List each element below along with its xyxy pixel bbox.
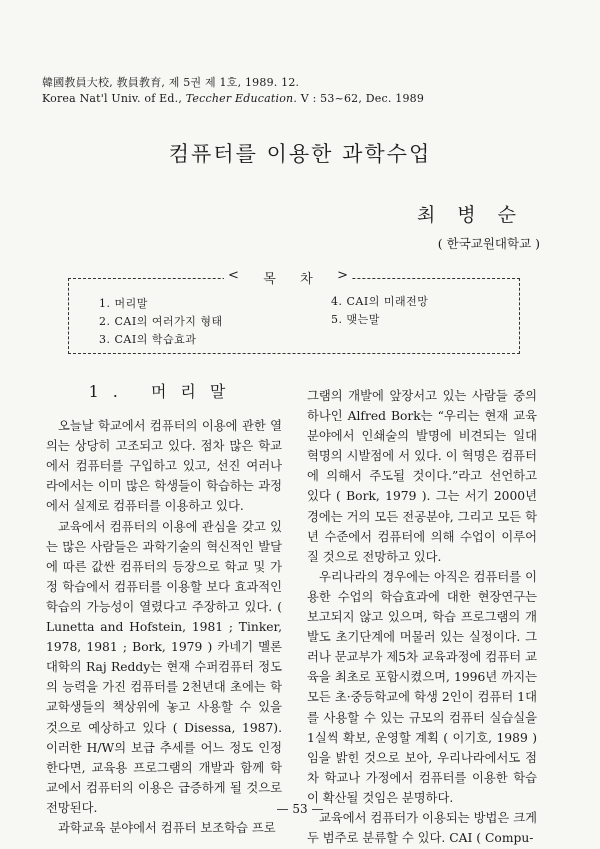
journal-citation-korean: 韓國教員大校, 教員教育, 제 5권 제 1호, 1989. 12. <box>42 76 300 89</box>
author-affiliation: ( 한국교원대학교 ) <box>437 236 540 251</box>
body-paragraph: 과학교육 분야에서 컴퓨터 보조학습 프로 <box>58 820 276 835</box>
body-paragraph: 오늘날 학교에서 컴퓨터의 이용에 관한 열의는 상당히 고조되고 있다. 점차 많은 학교에서 컴퓨터를 구입하고 있고, 선진 여러나라에서는 이미 많은 학생들이 학습하는 과정에서 실제로 컴퓨터를 이용하고 있다. <box>46 419 282 514</box>
citation-prefix: Korea Nat'l Univ. of Ed., <box>42 92 186 105</box>
table-of-contents <box>68 268 520 354</box>
right-column <box>307 386 537 848</box>
toc-item-3: 3. CAI의 학습효과 <box>99 333 197 346</box>
toc-item-1: 1. 머리말 <box>99 297 148 310</box>
left-column <box>46 380 282 838</box>
toc-heading-word-2: 차 <box>300 272 333 287</box>
paper-title: 컴퓨터를 이용한 과학수업 <box>168 142 432 166</box>
page-number: — 53 — <box>276 802 324 816</box>
author-name: 최병순 <box>416 204 538 226</box>
body-paragraph: 교육에서 컴퓨터의 이용에 관심을 갖고 있는 많은 사람들은 과학기술의 혁신적인 발달에 따른 값싼 컴퓨터의 등장으로 학교 및 가정 학습에서 컴퓨터를 이용할 보다 효과적인 학습의 가능성이 열렸다고 주장하고 있다. ( Lunetta and Hofstein, 1981 ; Tinker, 1978, 1981 ; Bork, 1979 ) 카네기 멜론대학의 Raj Reddy는 현재 수퍼컴퓨터 정도의 능력을 가진 컴퓨터를 2천년대 초에는 학교학생들의 책상위에 놓고 사용할 수 있을 것으로 예상하고 있다 ( Disessa, 1987). 이러한 H/W의 보급 추세를 어느 정도 인정한다면, 교육용 프로그램의 개발과 함께 학교에서 컴퓨터의 이용은 급증하게 될 것으로 전망된다. <box>46 519 282 815</box>
citation-volume: V : 53~62, Dec. 1989 <box>297 92 425 105</box>
body-paragraph: 우리나라의 경우에는 아직은 컴퓨터를 이용한 수업의 학습효과에 대한 현장연구는 보고되지 않고 있으며, 학습 프로그램의 개발도 초기단계에 머물러 있는 실정이다. 그러나 문교부가 제5차 교육과정에 컴퓨터 교육을 최초로 포함시켰으며, 1996년 까지는 모든 초·중등학교에 학생 2인이 컴퓨터 1대를 사용할 수 있는 규모의 컴퓨터 실습실을 1실씩 확보, 운영할 계획 ( 이기호, 1989 ) 임을 밝힌 것으로 보아, 우리나라에서도 점차 학교나 가정에서 컴퓨터를 이용한 학습이 확산될 것임은 분명하다. <box>307 569 537 805</box>
toc-item-5: 5. 맺는말 <box>331 313 380 326</box>
toc-item-4: 4. CAI의 미래전망 <box>331 295 429 308</box>
toc-item-2: 2. CAI의 여러가지 형태 <box>99 315 223 328</box>
toc-heading <box>224 268 352 287</box>
toc-bracket-left: < <box>228 268 239 283</box>
toc-bracket-right: > <box>337 268 348 283</box>
section-heading: 1. 머리말 <box>88 382 240 401</box>
body-paragraph: 그램의 개발에 앞장서고 있는 사람들 중의 하나인 Alfred Bork는 “우리는 현재 교육분야에서 인쇄술의 발명에 비견되는 일대 혁명의 시발점에 서 있다. 이 혁명은 컴퓨터에 의해서 주도될 것이다.”라고 선언하고 있다 ( Bork, 1979 ). 그는 서기 2000년 경에는 거의 모든 전공분야, 그리고 모든 학년 수준에서 컴퓨터에 의해 수업이 이루어질 것으로 전망하고 있다. <box>307 389 537 564</box>
toc-heading-word-1: 목 <box>263 272 296 287</box>
body-paragraph: 교육에서 컴퓨터가 이용되는 방법은 크게 두 범주로 분류할 수 있다. CAI ( Compu- <box>307 810 537 846</box>
journal-citation-english <box>42 92 424 105</box>
journal-name: Teccher Education. <box>185 92 298 105</box>
